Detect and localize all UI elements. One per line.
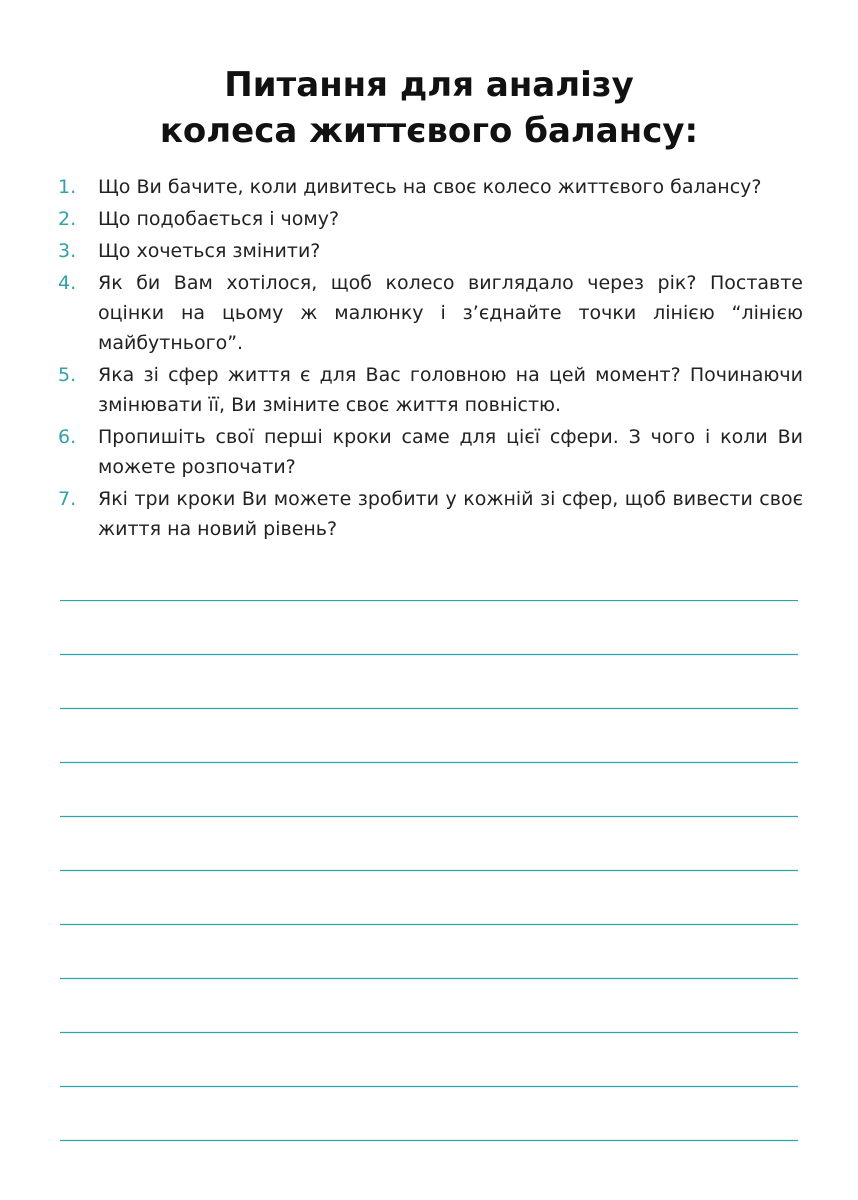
page-title — [0, 62, 858, 154]
question-item — [58, 422, 803, 482]
question-number: 2. — [58, 208, 77, 230]
question-text: Що хочеться змінити? — [98, 240, 321, 262]
questions-list — [58, 172, 803, 546]
question-item — [58, 484, 803, 544]
writing-lines-area[interactable] — [60, 600, 798, 1160]
question-item — [58, 204, 803, 234]
question-number: 1. — [58, 176, 77, 198]
title-line-2: колеса життєвого балансу: — [159, 111, 699, 151]
question-number: 3. — [58, 240, 77, 262]
question-item — [58, 360, 803, 420]
question-item — [58, 172, 803, 202]
question-number: 6. — [58, 426, 77, 448]
writing-lines — [60, 600, 798, 1160]
question-text: Як би Вам хотілося, щоб колесо виглядало через рік? Поставте оцінки на цьому ж малюнку і з’єднайте точки лінією “лінією майбутнього”. — [98, 272, 803, 354]
question-number: 5. — [58, 364, 77, 386]
question-item — [58, 236, 803, 266]
question-number: 4. — [58, 272, 77, 294]
question-number: 7. — [58, 488, 77, 510]
question-item — [58, 268, 803, 358]
question-text: Що Ви бачите, коли дивитесь на своє колесо життєвого балансу? — [98, 176, 762, 198]
title-line-1: Питання для аналізу — [224, 65, 634, 105]
question-text: Пропишіть свої перші кроки саме для цієї сфери. З чого і коли Ви можете розпочати? — [98, 426, 803, 478]
question-text: Яка зі сфер життя є для Вас головною на цей момент? Починаючи змінювати її, Ви зміните своє життя повністю. — [98, 364, 803, 416]
question-text: Які три кроки Ви можете зробити у кожній зі сфер, щоб вивести своє життя на новий рівень? — [98, 488, 803, 540]
question-text: Що подобається і чому? — [98, 208, 340, 230]
